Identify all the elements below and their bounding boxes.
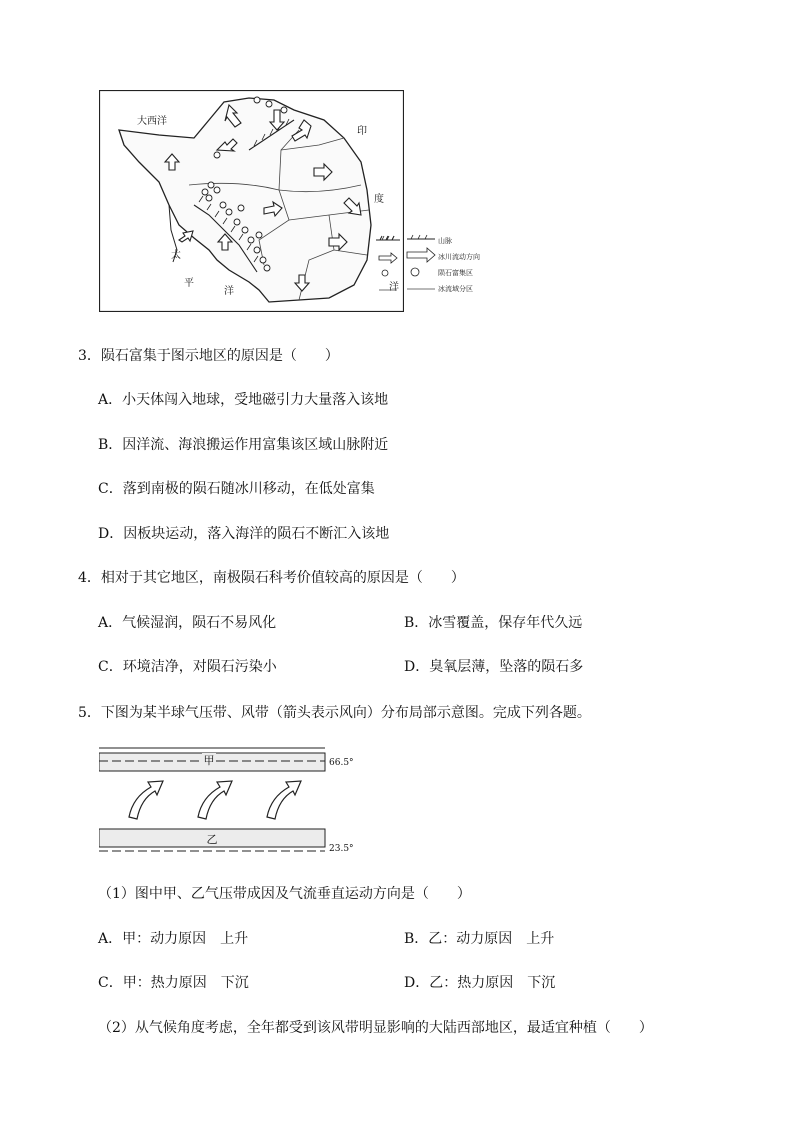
q5-option-a[interactable]: A．甲：动力原因 上升 xyxy=(98,931,249,947)
indian-ocean-label-2: 度 xyxy=(374,194,384,205)
question-5-sub-2: （2）从气候角度考虑，全年都受到该风带明显影响的大陆西部地区，最适宜种植（ ） xyxy=(98,1020,653,1036)
legend-item-meteorite: 陨石富集区 xyxy=(438,269,473,277)
q4-option-c[interactable]: C．环境洁净，对陨石污染小 xyxy=(98,659,277,675)
question-3-stem: 3．陨石富集于图示地区的原因是（ ） xyxy=(78,348,339,364)
latitude-top-label: 66.5° xyxy=(329,758,354,768)
pacific-ocean-label-2: 平 xyxy=(184,278,194,289)
belt-top-label: 甲 xyxy=(203,754,215,767)
wind-arrow-1 xyxy=(129,781,163,819)
legend-text-block xyxy=(438,233,480,297)
belt-bottom-label: 乙 xyxy=(206,833,218,846)
q5-option-c[interactable]: C．甲：热力原因 下沉 xyxy=(98,975,249,991)
q3-option-b[interactable]: B．因洋流、海浪搬运作用富集该区域山脉附近 xyxy=(98,437,389,453)
question-5-stem: 5．下图为某半球气压带、风带（箭头表示风向）分布局部示意图。完成下列各题。 xyxy=(78,705,591,721)
atlantic-ocean-label: 大西洋 xyxy=(137,116,167,127)
antarctica-map-figure xyxy=(99,90,404,312)
q4-option-a[interactable]: A．气候湿润，陨石不易风化 xyxy=(98,615,277,631)
legend-meteorite-icon xyxy=(411,268,419,276)
pacific-ocean-label-3: 洋 xyxy=(224,286,234,297)
q3-option-a[interactable]: A．小天体闯入地球，受地磁引力大量落入该地 xyxy=(98,392,389,408)
indian-ocean-label-3: 洋 xyxy=(389,282,399,293)
q5-option-d[interactable]: D．乙：热力原因 下沉 xyxy=(404,975,556,991)
q3-option-c[interactable]: C．落到南极的陨石随冰川移动，在低处富集 xyxy=(98,481,375,497)
pressure-wind-belt-diagram xyxy=(99,745,364,855)
wind-arrow-3 xyxy=(267,781,301,819)
question-5-sub-1: （1）图中甲、乙气压带成因及气流垂直运动方向是（ ） xyxy=(98,886,471,902)
mountain-legend-icon xyxy=(374,232,402,244)
q5-option-b[interactable]: B．乙：动力原因 上升 xyxy=(404,931,555,947)
legend-flow-arrow-icon xyxy=(407,248,435,262)
legend-item-flow: 冰川流动方向 xyxy=(438,253,480,261)
wind-arrow-2 xyxy=(198,781,232,819)
q3-option-d[interactable]: D．因板块运动，落入海洋的陨石不断汇入该地 xyxy=(98,526,390,542)
q4-option-d[interactable]: D．臭氧层薄，坠落的陨石多 xyxy=(404,659,584,675)
question-4-stem: 4．相对于其它地区，南极陨石科考价值较高的原因是（ ） xyxy=(78,570,465,586)
legend-item-divide: 冰流域分区 xyxy=(438,285,473,293)
indian-ocean-label-1: 印 xyxy=(357,126,367,137)
q4-option-b[interactable]: B．冰雪覆盖，保存年代久远 xyxy=(404,615,583,631)
pacific-ocean-label-1: 太 xyxy=(171,250,181,261)
latitude-bottom-label: 23.5° xyxy=(329,844,354,854)
legend-icons xyxy=(405,232,437,298)
legend-item-mountain: 山脉 xyxy=(438,237,452,245)
